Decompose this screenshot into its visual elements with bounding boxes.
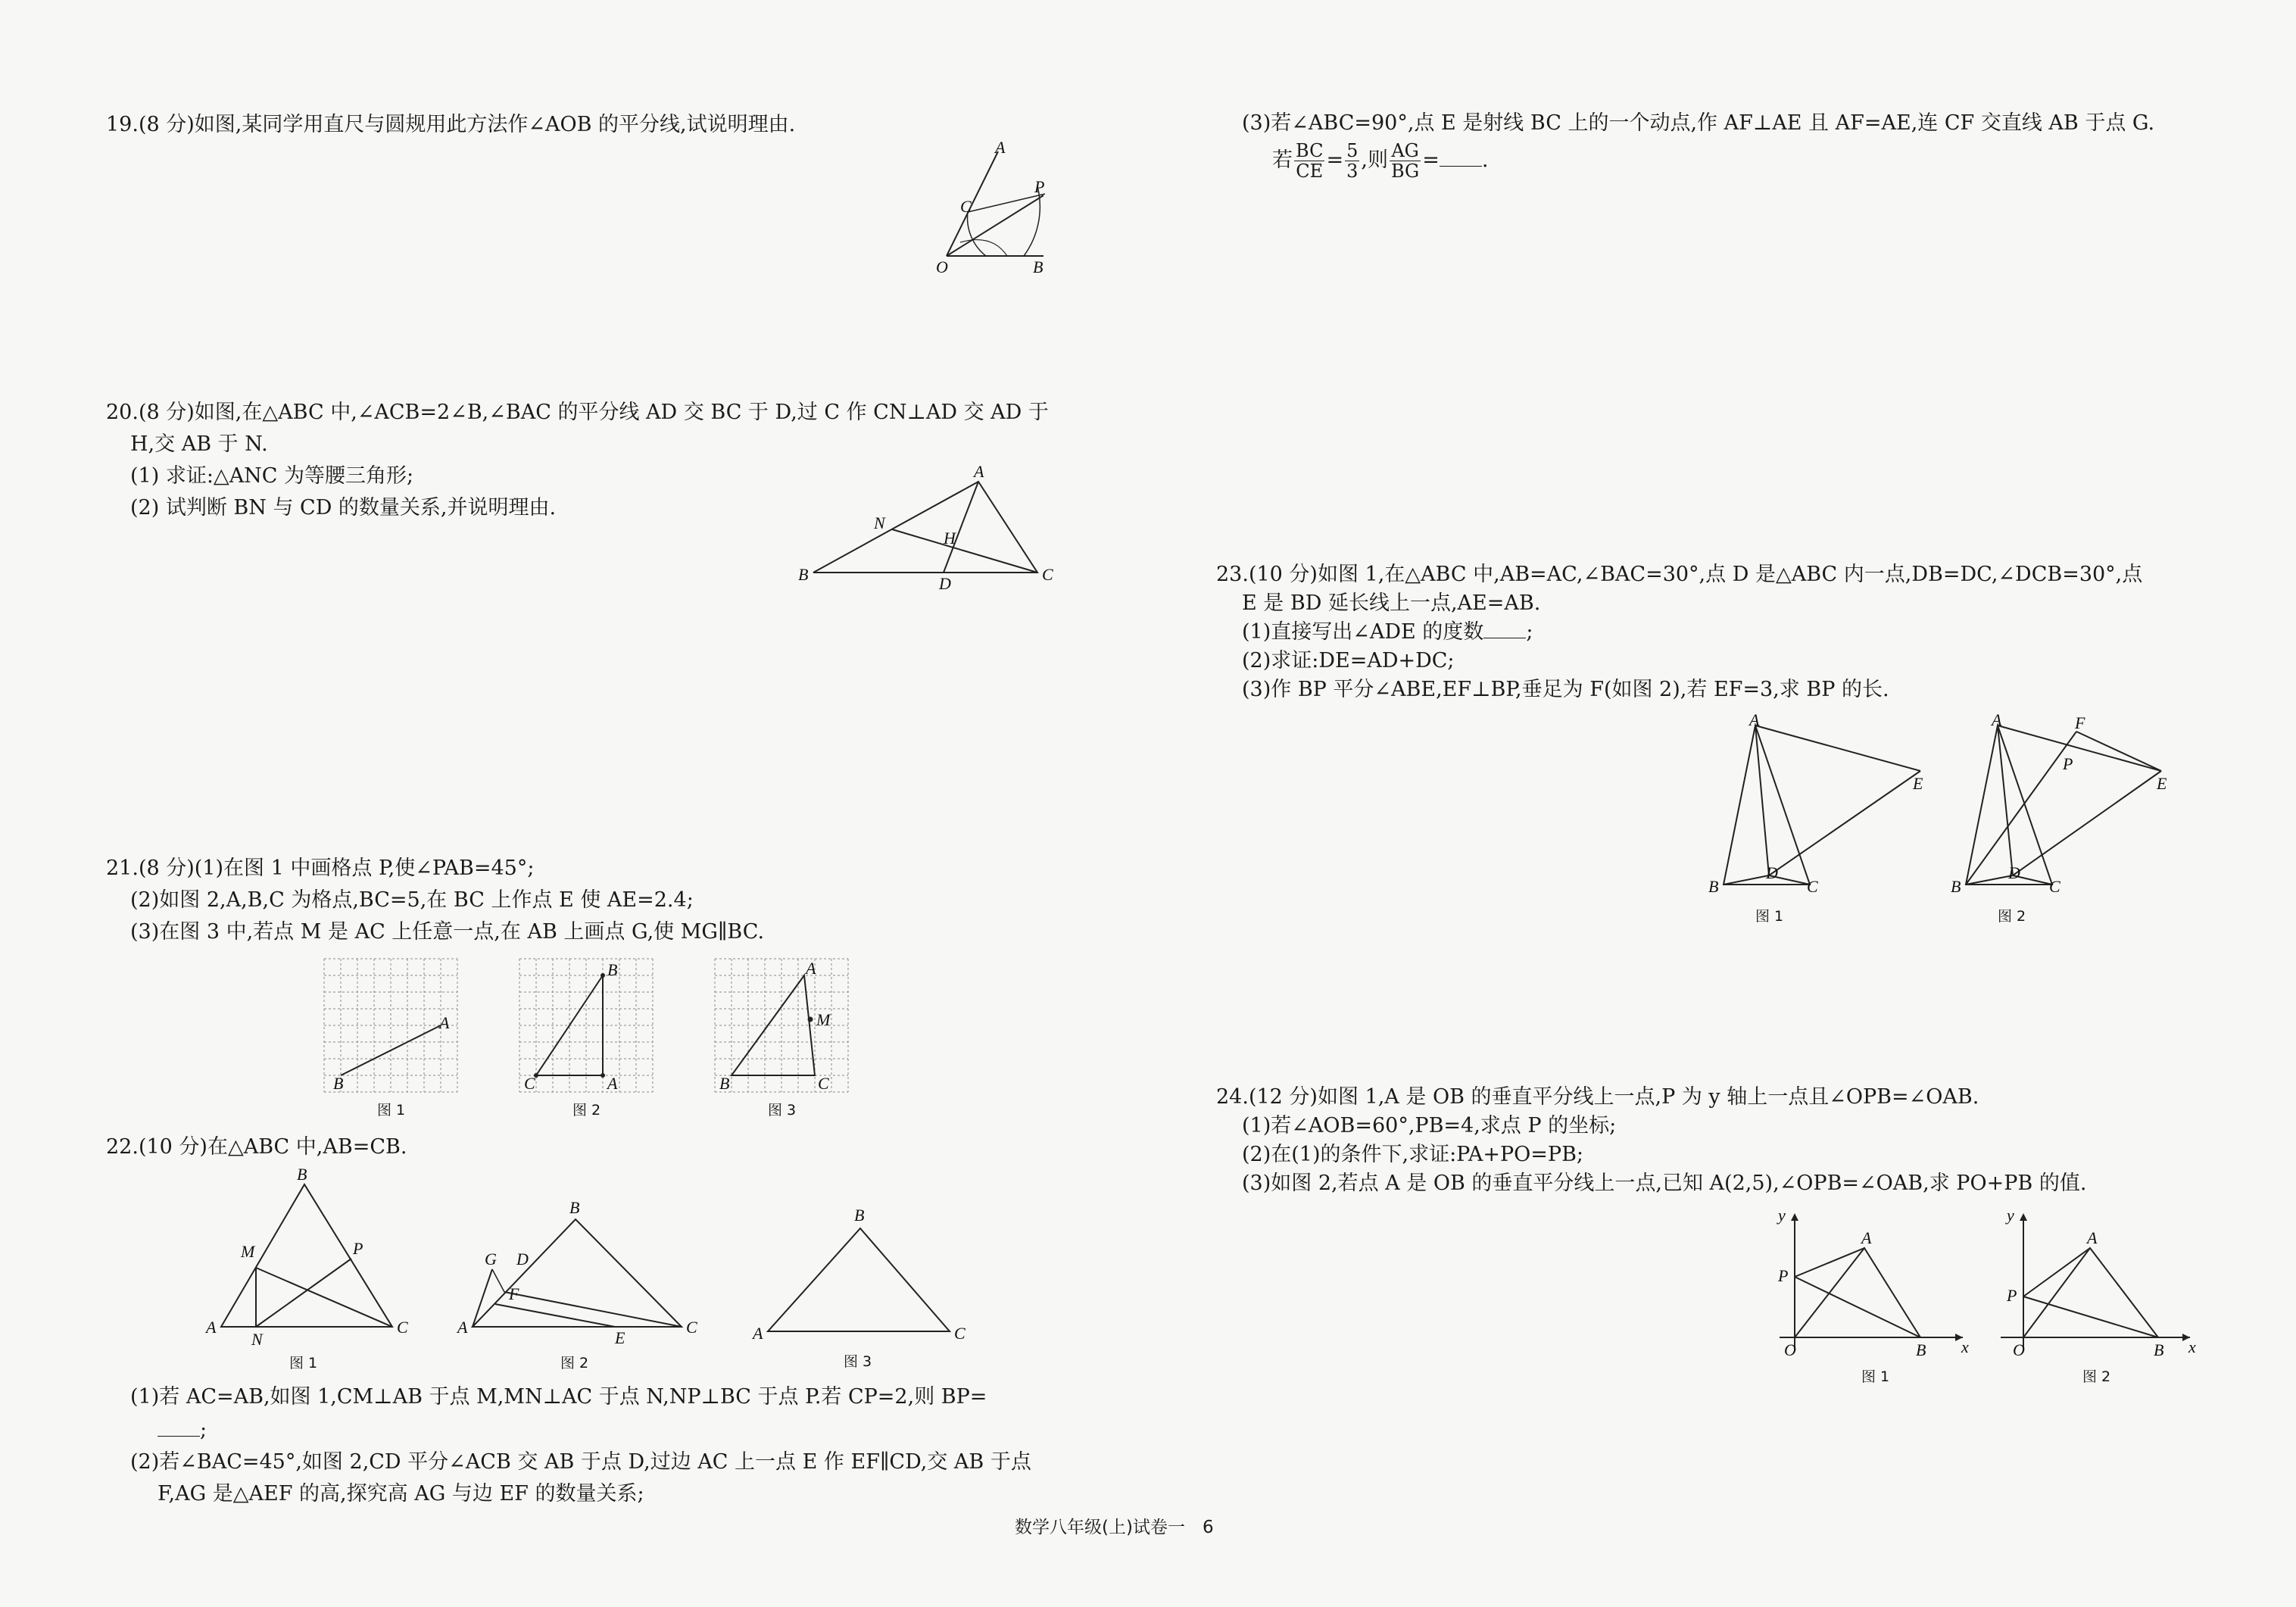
q22-fig2-label-F: F xyxy=(509,1284,519,1303)
q23-line2: E 是 BD 延长线上一点,AE=AB. xyxy=(1242,591,1541,615)
q23-fig2-label-C: C xyxy=(2049,877,2060,896)
q23-figure-2 xyxy=(1936,709,2185,928)
q23-fig2-label-B: B xyxy=(1951,877,1961,896)
q23-fig2-label-F: F xyxy=(2075,713,2085,732)
q20-label-N: N xyxy=(874,513,885,532)
q21-fig2-caption: 图 2 xyxy=(572,1102,601,1119)
q22-fig1-label-N: N xyxy=(251,1330,263,1349)
q20-label-A: A xyxy=(974,462,984,481)
q23-part1-blank[interactable] xyxy=(1483,621,1526,638)
q24-fig1-label-A: A xyxy=(1861,1228,1872,1247)
q21-fig1-label-A: A xyxy=(439,1013,450,1032)
q22-part3-if: 若 xyxy=(1272,148,1293,172)
q22-figure-3 xyxy=(750,1206,977,1374)
q22-part1-a: (1)若 AC=AB,如图 1,CM⊥AB 于点 M,MN⊥AC 于点 N,NP⊥BC 于点 P.若 CP=2,则 BP= xyxy=(130,1385,987,1409)
q24-fig1-label-y: y xyxy=(1778,1206,1786,1225)
q19-label-P: P xyxy=(1034,177,1045,196)
q24-fig2-label-B: B xyxy=(2154,1340,2164,1359)
q23-fig2-label-A: A xyxy=(1992,710,2002,729)
q22-fig1-label-A: A xyxy=(206,1318,217,1337)
q21-line2: (2)如图 2,A,B,C 为格点,BC=5,在 BC 上作点 E 使 AE=2.4; xyxy=(130,888,694,912)
q23-fig1-label-D: D xyxy=(1766,863,1778,882)
q21-fig1-label-B: B xyxy=(333,1074,344,1093)
q21-fig3-label-M: M xyxy=(816,1010,831,1029)
q24-fig1-label-B: B xyxy=(1916,1340,1926,1359)
q23-part2: (2)求证:DE=AD+DC; xyxy=(1242,649,1455,672)
q22-fig2-label-A: A xyxy=(457,1318,468,1337)
q22-part3-eq: = xyxy=(1326,148,1344,172)
q22-part3-end: . xyxy=(1481,148,1489,172)
q21-fig3-label-A: A xyxy=(806,959,816,978)
q24-fig1-label-O: O xyxy=(1784,1340,1796,1359)
q22-part3-blank[interactable] xyxy=(1440,149,1482,167)
q23-fig2-label-P: P xyxy=(2063,754,2073,773)
q20-figure xyxy=(795,460,1060,593)
q23-part1: (1)直接写出∠ADE 的度数 ; xyxy=(1242,620,1533,644)
q23-fig1-label-A: A xyxy=(1749,710,1760,729)
q22-fig1-caption: 图 1 xyxy=(289,1355,318,1371)
q21-fig3-label-B: B xyxy=(719,1074,730,1093)
q24-part2: (2)在(1)的条件下,求证:PA+PO=PB; xyxy=(1242,1143,1584,1166)
q24-fig2-caption: 图 2 xyxy=(2082,1368,2111,1385)
q22-fig1-label-B: B xyxy=(297,1165,307,1184)
q22-part2-a: (2)若∠BAC=45°,如图 2,CD 平分∠ACB 交 AB 于点 D,过边 AC 上一点 E 作 EF∥CD,交 AB 于点 xyxy=(130,1450,1031,1474)
q23-fig1-label-B: B xyxy=(1708,877,1719,896)
q22-fig2-label-E: E xyxy=(615,1328,625,1347)
q23-fig1-caption: 图 1 xyxy=(1755,908,1784,925)
q22-fig2-label-D: D xyxy=(516,1250,529,1268)
q21-fig1-caption: 图 1 xyxy=(377,1102,406,1119)
q23-figure-1 xyxy=(1693,709,1943,928)
q22-part3-b xyxy=(1272,141,1488,181)
q22-fig3-label-B: B xyxy=(854,1206,865,1225)
q22-part1-end: ; xyxy=(200,1418,207,1442)
q22-fig2-label-B: B xyxy=(569,1198,580,1217)
q19-text: 19.(8 分)如图,某同学用直尺与圆规用此方法作∠AOB 的平分线,试说明理由. xyxy=(106,113,796,136)
q23-line1: 23.(10 分)如图 1,在△ABC 中,AB=AC,∠BAC=30°,点 D 是△ABC 内一点,DB=DC,∠DCB=30°,点 xyxy=(1216,563,2143,586)
q20-label-B: B xyxy=(798,565,809,584)
q23-fig2-caption: 图 2 xyxy=(1998,908,2026,925)
q23-fig2-label-D: D xyxy=(2008,863,2020,882)
q23-fig1-label-C: C xyxy=(1807,877,1818,896)
q24-figure-1 xyxy=(1772,1207,1976,1386)
q21-fig3-caption: 图 3 xyxy=(768,1102,797,1119)
q20-part1: (1) 求证:△ANC 为等腰三角形; xyxy=(130,464,414,488)
q21-fig2-label-B: B xyxy=(607,960,618,979)
q22-frac-bc-ce: $\frac{BC}{CE}$ xyxy=(1296,140,1324,182)
q22-fig3-caption: 图 3 xyxy=(844,1353,872,1370)
q20-label-C: C xyxy=(1042,565,1053,584)
q24-fig2-label-y: y xyxy=(2007,1206,2014,1225)
q22-figure-2 xyxy=(450,1194,707,1374)
q21-figure-1 xyxy=(318,953,469,1121)
q21-fig2-label-A: A xyxy=(607,1074,618,1093)
q23-fig1-label-E: E xyxy=(1913,774,1923,793)
page-footer: 数学八年级(上)试卷一 6 xyxy=(1015,1518,1214,1537)
q24-fig1-label-P: P xyxy=(1778,1266,1789,1285)
q22-part3-a: (3)若∠ABC=90°,点 E 是射线 BC 上的一个动点,作 AF⊥AE 且 AF=AE,连 CF 交直线 AB 于点 G. xyxy=(1242,111,2155,135)
q19-label-O: O xyxy=(936,257,948,276)
q24-fig2-label-O: O xyxy=(2013,1340,2025,1359)
q20-label-H: H xyxy=(944,529,956,548)
q22-fig1-label-P: P xyxy=(353,1239,363,1258)
q19-label-A: A xyxy=(995,138,1006,157)
q23-fig2-label-E: E xyxy=(2157,774,2167,793)
q22-fig1-label-M: M xyxy=(241,1242,255,1261)
q20-line2: H,交 AB 于 N. xyxy=(130,432,268,456)
q20-label-D: D xyxy=(939,574,951,593)
q22-part1-blank[interactable] xyxy=(158,1419,200,1437)
q21-figure-2 xyxy=(513,953,665,1121)
q22-figure-1 xyxy=(204,1165,409,1374)
q21-fig3-label-C: C xyxy=(818,1074,829,1093)
q22-title: 22.(10 分)在△ABC 中,AB=CB. xyxy=(106,1135,407,1159)
q24-fig2-label-x: x xyxy=(2188,1337,2196,1356)
q22-fig1-label-C: C xyxy=(397,1318,408,1337)
q24-fig2-label-P: P xyxy=(2007,1286,2017,1305)
q22-fig3-label-A: A xyxy=(753,1324,763,1343)
q24-fig1-caption: 图 1 xyxy=(1861,1368,1890,1385)
q22-frac-5-3: $\frac{5}{3}$ xyxy=(1346,140,1359,182)
q19-figure xyxy=(931,136,1068,280)
q22-fig2-label-G: G xyxy=(485,1250,497,1268)
q24-line1: 24.(12 分)如图 1,A 是 OB 的垂直平分线上一点,P 为 y 轴上一点且∠OPB=∠OAB. xyxy=(1216,1085,1979,1109)
q24-fig2-label-A: A xyxy=(2087,1228,2098,1247)
q21-fig2-label-C: C xyxy=(524,1074,535,1093)
q22-part2-b: F,AG 是△AEF 的高,探究高 AG 与边 EF 的数量关系; xyxy=(158,1482,644,1506)
q19-label-B: B xyxy=(1033,257,1043,276)
q24-figure-2 xyxy=(1993,1207,2198,1386)
q22-frac-ag-bg: $\frac{AG}{BG}$ xyxy=(1390,140,1420,182)
q19-label-C: C xyxy=(960,197,972,216)
q22-part3-then: ,则 xyxy=(1361,148,1388,172)
q23-part3: (3)作 BP 平分∠ABE,EF⊥BP,垂足为 F(如图 2),若 EF=3,求 BP 的长. xyxy=(1242,678,1889,701)
q24-part3: (3)如图 2,若点 A 是 OB 的垂直平分线上一点,已知 A(2,5),∠OPB=∠OAB,求 PO+PB 的值. xyxy=(1242,1172,2087,1195)
q22-fig2-caption: 图 2 xyxy=(560,1355,589,1371)
q21-line1: 21.(8 分)(1)在图 1 中画格点 P,使∠PAB=45°; xyxy=(106,857,535,880)
q22-part3-eq2: = xyxy=(1422,148,1440,172)
q24-part1: (1)若∠AOB=60°,PB=4,求点 P 的坐标; xyxy=(1242,1114,1617,1137)
q20-line1: 20.(8 分)如图,在△ABC 中,∠ACB=2∠B,∠BAC 的平分线 AD 交 BC 于 D,过 C 作 CN⊥AD 交 AD 于 xyxy=(106,401,1049,424)
q22-fig2-label-C: C xyxy=(686,1318,697,1337)
q22-fig3-label-C: C xyxy=(954,1324,966,1343)
q20-part2: (2) 试判断 BN 与 CD 的数量关系,并说明理由. xyxy=(130,496,557,520)
q24-fig1-label-x: x xyxy=(1961,1337,1969,1356)
q22-part1-b xyxy=(158,1416,207,1445)
q21-figure-3 xyxy=(709,953,860,1121)
q21-line3: (3)在图 3 中,若点 M 是 AC 上任意一点,在 AB 上画点 G,使 MG∥BC. xyxy=(130,920,765,944)
